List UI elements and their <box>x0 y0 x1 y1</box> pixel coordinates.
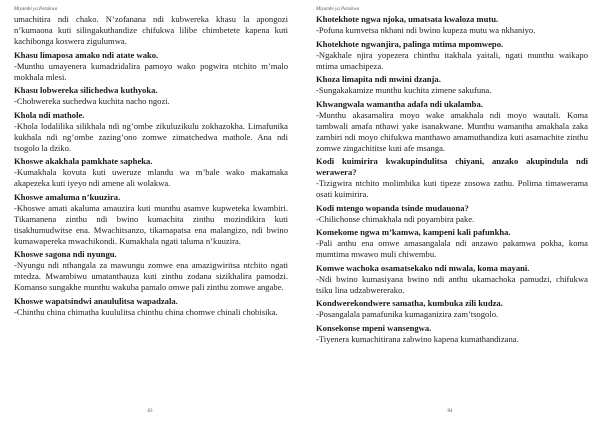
running-head: Miyambi ya Patsikwa <box>316 7 360 12</box>
proverb-entry <box>316 227 588 260</box>
proverb-explanation: -Posangalala pamafunika kumaganizira zam’tsogolo. <box>316 309 499 319</box>
proverb-entry <box>14 156 288 189</box>
right-page-body <box>316 14 588 345</box>
proverb-entry <box>316 263 588 296</box>
proverb-entry <box>316 203 588 225</box>
proverb-heading: Khasu limaposa amako ndi atate wako. <box>14 49 159 60</box>
running-head: Miyambi ya Patsikwa <box>14 7 58 12</box>
proverb-entry <box>14 14 288 47</box>
proverb-heading: Komekome ngwa m’kamwa, kampeni kali pafunkha. <box>316 227 511 237</box>
proverb-explanation: -Chinthu china chimatha kuululitsa chinthu china chomwe chinali chobisika. <box>14 306 278 317</box>
proverb-heading: Kodi kuimirira kwakupindulitsa chiyani, anzako akupindula ndi werawera? <box>316 156 588 177</box>
proverb-heading: Khotekhote ngwanjira, palinga mtima mpomwepo. <box>316 38 504 49</box>
proverb-heading: Kodi mtengo wopanda tsinde mudauona? <box>316 202 469 213</box>
proverb-explanation: -Tizigwira ntchito molimbika kuti tipeze zosowa zathu. Polima timawerama osati kuimirira. <box>316 178 588 199</box>
proverb-heading: Komwe wachoka osamatsekako ndi mwala, koma mayani. <box>316 262 530 273</box>
proverb-explanation: -Nyungu ndi nthangala za mawungu zomwe ena amazigwiritsa ntchito ngati mtedza. Mwambiwu umatanthauza kuti zinthu zodana sizikhalira pamodzi. Komanso sungakhe munthu wakuba pamalo omwe pali zinthu zomwe angabe. <box>14 260 288 292</box>
proverb-explanation: -Kumakhala kovuta kuti uweruze mlandu wa m’bale wako makamaka akapezeka kuti iyeyo ndi amene ali wolakwa. <box>14 167 288 188</box>
proverb-heading: Khoswe akakhala pamkhate sapheka. <box>14 156 153 166</box>
proverb-entry <box>14 110 288 154</box>
proverb-entry <box>316 156 588 200</box>
proverb-explanation: -Chilichonse chimakhala ndi poyambira pake. <box>316 213 475 224</box>
proverb-entry <box>316 14 588 36</box>
proverb-explanation: -Munthu umayenera kumadzidalira pamoyo wako pogwira ntchito m’malo mokhala mlesi. <box>14 60 288 82</box>
proverb-explanation: -Tiyenera kumachitirana zabwino kapena kumathandizana. <box>316 333 519 344</box>
proverb-explanation: -Pofuna kumvetsa nkhani ndi bwino kupeza mutu wa nkhaniyo. <box>316 25 536 35</box>
page-number: 83 <box>147 409 153 414</box>
right-page <box>300 0 600 424</box>
proverb-heading: Khwangwala wamantha adafa ndi ukalamba. <box>316 98 483 109</box>
proverb-heading: Khoswe amaluma n’kuuzira. <box>14 191 121 202</box>
proverb-explanation: -Sungakakamize munthu kuchita zimene sakufuna. <box>316 85 492 95</box>
proverb-entry <box>316 298 588 320</box>
proverb-explanation: -Chobwereka suchedwa kuchita nacho ngozi. <box>14 96 170 106</box>
proverb-explanation: -Khola lodalilika silikhala ndi ng’ombe zikuluzikulu zokhazokha. Limafunika kukhala ndi ng’ombe zazing’ono zomwe zimatchedwa mathole. Ana ndi tsogolo la dziko. <box>14 120 288 153</box>
proverb-entry <box>14 296 288 318</box>
page-number: 84 <box>447 409 453 414</box>
left-page-body <box>14 14 288 318</box>
proverb-explanation: -Ngakhale njira yopezera chinthu itakhala yaitali, ngati munthu waikapo mtima umachipeza. <box>316 49 588 71</box>
proverb-entry <box>14 50 288 83</box>
proverb-heading: Khasu lobwereka silichedwa kuthyoka. <box>14 85 158 95</box>
proverb-heading: Khola ndi mathole. <box>14 109 85 120</box>
proverb-heading: Konsekonse mpeni wansengwa. <box>316 322 432 333</box>
proverb-explanation: -Khoswe amati akaluma amauzira kuti munthu asamve kupweteka kwambiri. Tikamanena zinthu ndi bwino kumachita zinthu mozindikira kuti tisakhumudwitse ena. Mwachitsanzo, tikamapatsa ena malangizo, ndi bwino kumawapereka mwachikondi. Kumakhala ngati taluma n’kuuzira. <box>14 202 288 246</box>
proverb-explanation: -Munthu akasamalira moyo wake amakhala ndi moyo wautali. Koma tambwali amafa nthawi yake isanakwane. Munthu wamantha amakhala zaka zambiri ndi moyo chifukwa manthawo amamuthandiza kuti asamachite zinthu zomwe zingachititse kuti afe msanga. <box>316 109 588 153</box>
proverb-entry <box>316 74 588 96</box>
proverb-entry <box>14 249 288 293</box>
proverb-heading: Khoswe sagona ndi nyungu. <box>14 249 117 259</box>
proverb-entry <box>14 192 288 247</box>
proverb-explanation: -Ndi bwino kumasiyana bwino ndi anthu ukamachoka pamudzi, chifukwa tsiku lina udzabwererako. <box>316 273 588 295</box>
proverb-explanation: umachitira ndi chako. N’zofanana ndi kubwereka khasu la apongozi n’kumaona kuti silingakuthandize chifukwa lilibe chimbetete kapena kuti kachibonga koswera zigulumwa. <box>14 14 288 46</box>
proverb-entry <box>316 323 588 345</box>
proverb-explanation: -Pali anthu ena omwe amasangalala ndi anzawo pakamwa pokha, koma mumtima mwawo muli chiwembu. <box>316 238 588 259</box>
proverb-entry <box>316 99 588 154</box>
proverb-heading: Khotekhote ngwa njoka, umatsata kwaloza mutu. <box>316 14 499 24</box>
proverb-heading: Khoza limapita ndi mwini dzanja. <box>316 74 441 84</box>
proverb-entry <box>316 39 588 72</box>
proverb-entry <box>14 85 288 107</box>
proverb-heading: Kondwerekondwere samatha, kumbuka zili kudza. <box>316 298 503 308</box>
proverb-heading: Khoswe wapatsindwi anaululitsa wapadzala. <box>14 295 178 306</box>
